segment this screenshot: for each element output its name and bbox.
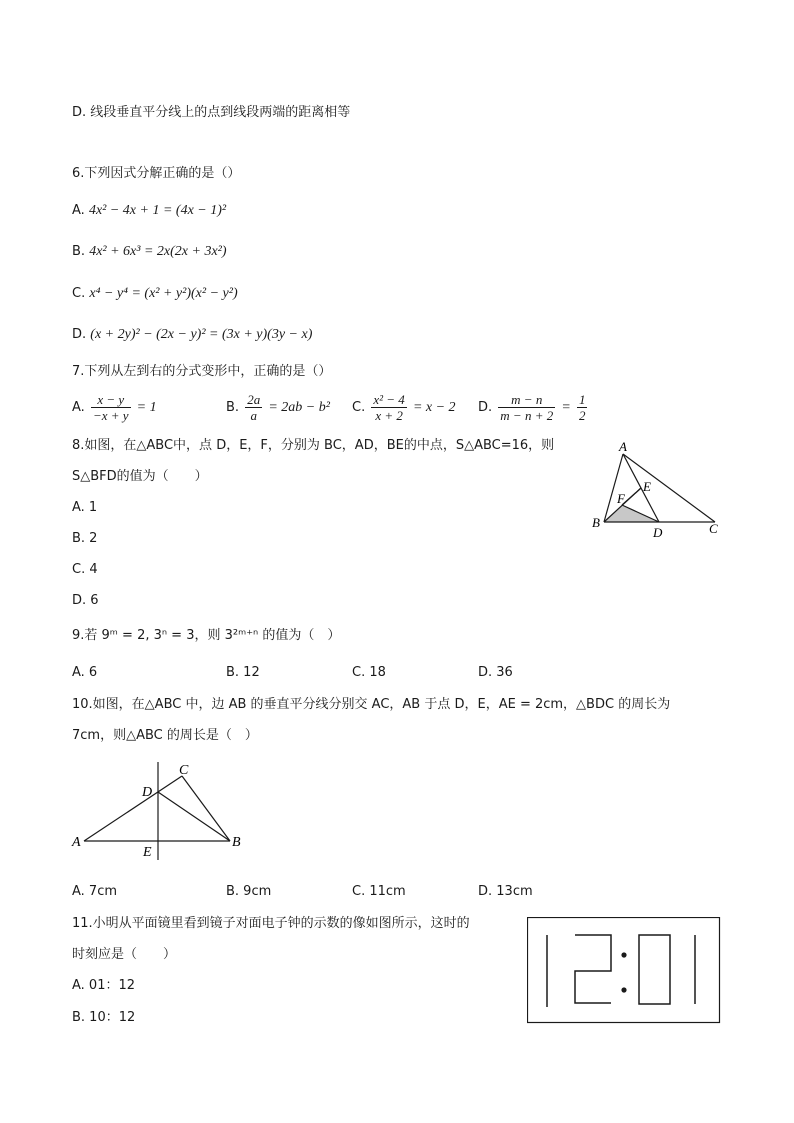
q6-option-c bbox=[72, 285, 238, 303]
numerator: 2a bbox=[247, 392, 261, 407]
q8-option-d: D. 6 bbox=[72, 593, 99, 608]
label-c: C bbox=[179, 763, 189, 778]
label-d: D bbox=[142, 785, 153, 800]
q11-stem: 11.小明从平面镜里看到镜子对面电子钟的示数的像如图所示，这时的 bbox=[72, 916, 470, 931]
q10-stem-2: 7cm，则△ABC 的周长是（ ） bbox=[72, 728, 258, 743]
denominator: 2 bbox=[578, 408, 586, 423]
label-f: F bbox=[617, 491, 625, 506]
fraction bbox=[91, 392, 131, 423]
numerator: m − n bbox=[498, 392, 555, 408]
q10-option-c: C. 11cm bbox=[352, 884, 406, 899]
q6-option-b bbox=[72, 243, 227, 261]
q7-option-a bbox=[72, 392, 157, 423]
q9-option-d: D. 36 bbox=[478, 665, 513, 680]
q10-option-b: B. 9cm bbox=[226, 884, 272, 899]
rhs: = 2ab − b² bbox=[268, 400, 330, 415]
digit-zero bbox=[639, 935, 670, 1004]
rhs: = x − 2 bbox=[412, 400, 456, 415]
q10-option-a: A. 7cm bbox=[72, 884, 118, 899]
q7-stem: 7.下列从左到右的分式变形中，正确的是（） bbox=[72, 364, 332, 379]
fraction bbox=[498, 392, 555, 423]
label-a: A bbox=[72, 835, 81, 850]
option-label: A. bbox=[72, 203, 85, 218]
colon-dot-top bbox=[621, 952, 626, 957]
q6-option-d bbox=[72, 326, 312, 344]
mirrored-digit-two bbox=[575, 935, 611, 1003]
q9-option-c: C. 18 bbox=[352, 665, 386, 680]
label-b: B bbox=[232, 835, 241, 850]
segment-bd bbox=[158, 792, 230, 841]
q9-option-b: B. 12 bbox=[226, 665, 260, 680]
option-expression: (x + 2y)² − (2x − y)² = (3x + y)(3y − x) bbox=[90, 327, 313, 342]
numerator: x² − 4 bbox=[373, 392, 405, 407]
label-c: C bbox=[709, 521, 718, 536]
q8-option-c: C. 4 bbox=[72, 562, 98, 577]
q8-option-a: A. 1 bbox=[72, 500, 98, 515]
label-e: E bbox=[143, 845, 152, 860]
q10-stem: 10.如图，在△ABC 中，边 AB 的垂直平分线分别交 AC，AB 于点 D，E，AE = 2cm，△BDC 的周长为 bbox=[72, 697, 671, 712]
q9-option-a: A. 6 bbox=[72, 665, 98, 680]
option-label: A. bbox=[72, 400, 85, 415]
q11-stem-2: 时刻应是（ ） bbox=[72, 947, 177, 962]
denominator: m − n + 2 bbox=[500, 408, 554, 423]
numerator: x − y bbox=[91, 392, 131, 408]
label-d: D bbox=[653, 525, 663, 540]
option-expression: 4x² + 6x³ = 2x(2x + 3x²) bbox=[89, 244, 227, 259]
option-label: B. bbox=[72, 244, 86, 259]
option-label: C. bbox=[352, 400, 366, 415]
denominator: −x + y bbox=[92, 408, 129, 423]
q6-stem: 6.下列因式分解正确的是（） bbox=[72, 166, 241, 181]
q7-option-c bbox=[352, 392, 456, 423]
q8-stem: 8.如图，在△ABC中，点 D，E，F，分别为 BC，AD，BE的中点，S△ABC=16，则 bbox=[72, 438, 555, 453]
side-bc bbox=[182, 776, 230, 841]
option-label: C. bbox=[72, 286, 86, 301]
clock-frame bbox=[528, 918, 720, 1023]
q7-option-d bbox=[478, 392, 589, 423]
label-a: A bbox=[619, 439, 627, 454]
q6-option-a bbox=[72, 202, 226, 220]
q9-stem: 9.若 9ᵐ = 2, 3ⁿ = 3，则 3²ᵐ⁺ⁿ 的值为（ ） bbox=[72, 628, 341, 643]
q5-option-d: D. 线段垂直平分线上的点到线段两端的距离相等 bbox=[72, 105, 351, 120]
rhs: = 1 bbox=[136, 400, 157, 415]
q11-option-a: A. 01：12 bbox=[72, 978, 136, 993]
q10-option-d: D. 13cm bbox=[478, 884, 533, 899]
label-e: E bbox=[643, 479, 651, 494]
q10-triangle-figure bbox=[66, 758, 256, 866]
fraction bbox=[577, 392, 588, 423]
denominator: a bbox=[250, 408, 257, 423]
colon-dot-bottom bbox=[621, 987, 626, 992]
option-label: D. bbox=[478, 400, 493, 415]
side-ac bbox=[84, 776, 182, 841]
option-label: D. bbox=[72, 327, 87, 342]
option-label: B. bbox=[226, 400, 240, 415]
q7-option-b bbox=[226, 392, 330, 423]
fraction bbox=[371, 392, 406, 423]
mirrored-digital-clock-figure bbox=[527, 917, 721, 1025]
option-expression: x⁴ − y⁴ = (x² + y²)(x² − y²) bbox=[89, 286, 238, 301]
fraction bbox=[245, 392, 262, 423]
label-b: B bbox=[592, 515, 600, 530]
q8-option-b: B. 2 bbox=[72, 531, 98, 546]
q8-triangle-figure bbox=[585, 435, 730, 545]
denominator: x + 2 bbox=[375, 408, 403, 423]
q8-stem-2: S△BFD的值为（ ） bbox=[72, 469, 208, 484]
numerator: 1 bbox=[578, 392, 586, 407]
option-expression: 4x² − 4x + 1 = (4x − 1)² bbox=[88, 203, 227, 218]
equals: = bbox=[561, 400, 571, 415]
q11-option-b: B. 10：12 bbox=[72, 1010, 136, 1025]
